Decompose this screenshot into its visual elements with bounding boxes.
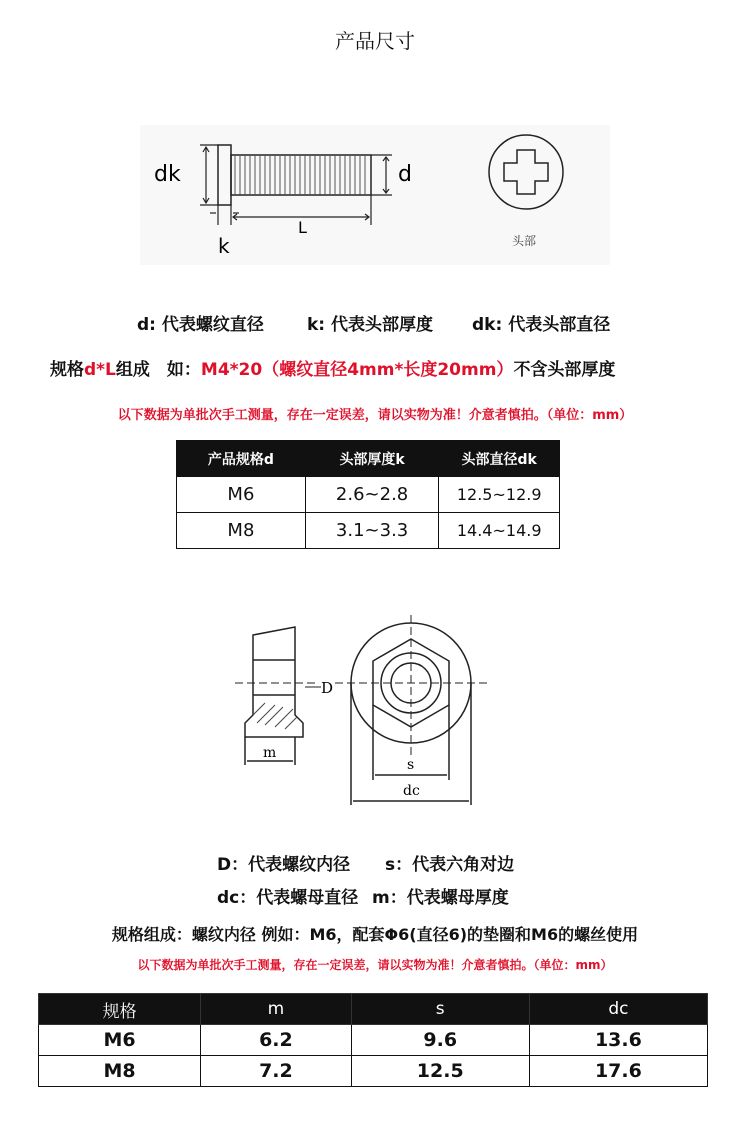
- legend-s: s：代表六角对边: [385, 855, 515, 875]
- table-row: [177, 513, 560, 549]
- table-cell: 3.1~3.3: [305, 513, 439, 549]
- label-m: m: [263, 745, 277, 761]
- nut-spec-table: [38, 993, 708, 1087]
- table-row: [177, 477, 560, 513]
- label-s: s: [407, 757, 415, 773]
- legend-dk: dk: 代表头部直径: [472, 315, 611, 335]
- spec-example: M4*20（螺纹直径4mm*长度20mm）: [200, 360, 514, 380]
- table-cell: M8: [177, 513, 306, 549]
- table-cell: 7.2: [201, 1056, 351, 1087]
- label-d: d: [398, 162, 412, 187]
- table-cell: M6: [177, 477, 306, 513]
- spec-suffix: 组成 如：: [115, 360, 201, 380]
- disclaimer-1: 以下数据为单批次手工测量，存在一定误差，请以实物为准！介意者慎拍。（单位：mm）: [117, 408, 633, 423]
- label-dc: dc: [403, 783, 420, 799]
- legend-m: m：代表螺母厚度: [372, 888, 509, 908]
- col-header: 头部厚度k: [305, 441, 439, 477]
- spec-line: [50, 355, 730, 380]
- table-cell: M8: [39, 1056, 201, 1087]
- col-header: 产品规格d: [177, 441, 306, 477]
- label-L: L: [298, 218, 307, 237]
- col-header: 头部直径dk: [439, 441, 560, 477]
- table-cell: 2.6~2.8: [305, 477, 439, 513]
- col-header: dc: [529, 994, 707, 1025]
- table-cell: 13.6: [529, 1025, 707, 1056]
- spec-formula: d*L: [84, 360, 116, 380]
- screw-diagram: [140, 125, 610, 265]
- col-header: 规格: [39, 994, 201, 1025]
- screw-spec-table: [176, 440, 560, 549]
- table-cell: 12.5~12.9: [439, 477, 560, 513]
- page-title: 产品尺寸: [335, 29, 415, 53]
- spec-note: 不含头部厚度: [513, 360, 616, 380]
- table-header-row: [39, 994, 708, 1025]
- table-cell: 6.2: [201, 1025, 351, 1056]
- legend-d: d: 代表螺纹直径: [137, 315, 264, 335]
- spec-prefix: 规格: [50, 360, 84, 380]
- label-k: k: [218, 234, 230, 258]
- legend-k: k: 代表头部厚度: [307, 315, 434, 335]
- label-D: D: [321, 679, 334, 697]
- col-header: s: [351, 994, 529, 1025]
- table-cell: 12.5: [351, 1056, 529, 1087]
- table-row: [39, 1056, 708, 1087]
- label-dk: dk: [154, 162, 181, 187]
- table-cell: M6: [39, 1025, 201, 1056]
- table-header-row: [177, 441, 560, 477]
- table-cell: 14.4~14.9: [439, 513, 560, 549]
- table-row: [39, 1025, 708, 1056]
- nut-diagram: [225, 615, 515, 815]
- head-caption: 头部: [512, 234, 537, 248]
- disclaimer-2: 以下数据为单批次手工测量，存在一定误差，请以实物为准！介意者慎拍。（单位：mm）: [137, 958, 613, 972]
- table-cell: 9.6: [351, 1025, 529, 1056]
- legend-D: D：代表螺纹内径: [217, 855, 351, 875]
- col-header: m: [201, 994, 351, 1025]
- table-cell: 17.6: [529, 1056, 707, 1087]
- legend-dc: dc：代表螺母直径: [217, 888, 359, 908]
- nut-spec-line: 规格组成：螺纹内径 例如：M6，配套Φ6(直径6)的垫圈和M6的螺丝使用: [111, 925, 639, 944]
